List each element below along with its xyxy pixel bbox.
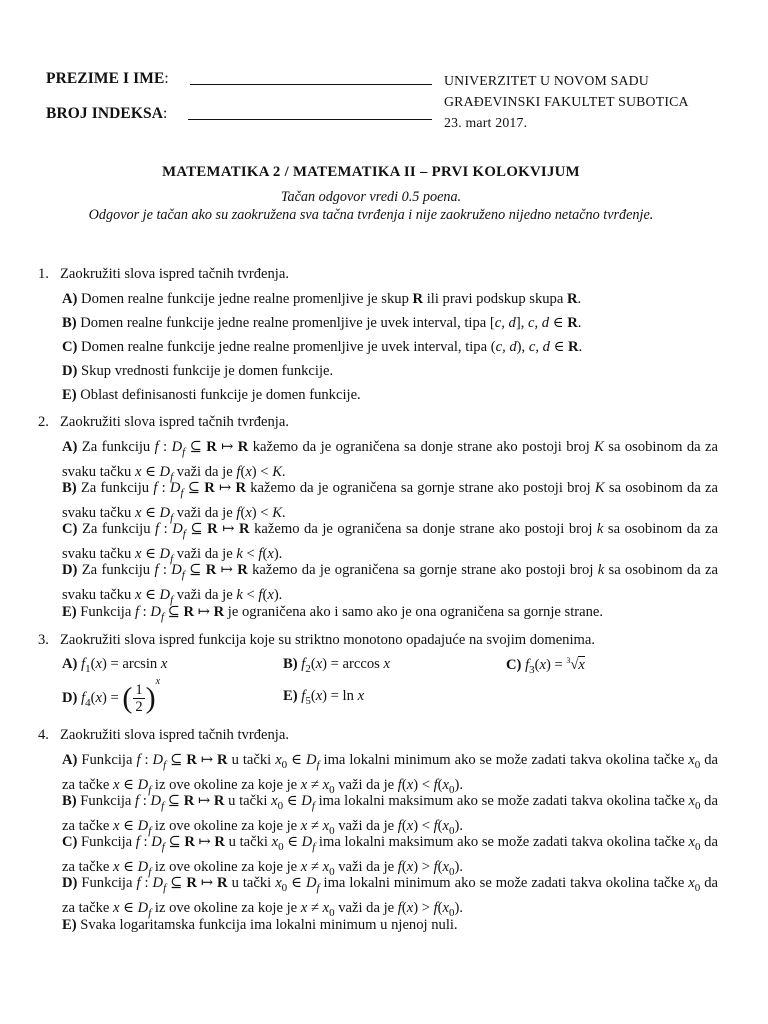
- option-2b[interactable]: B) Za funkciju f : $D_f$ ⊆ R ↦ R kažemo da je ograničena sa gornje strane ako postoji broj K sa osobinom da za svaku tačku x ∈ $D_f$ važi da je f(x) < K.: [62, 480, 718, 524]
- name-field-row: [46, 70, 169, 88]
- option-3c[interactable]: C) $f_3(x) = ^3√x$: [506, 656, 585, 676]
- question-text: Zaokružiti slova ispred tačnih tvrđenja.: [60, 414, 289, 430]
- institution-block: [444, 70, 689, 133]
- question-text: Zaokružiti slova ispred tačnih tvrđenja.: [60, 727, 289, 743]
- option-4e[interactable]: E) Svaka logaritamska funkcija ima lokalni minimum u njenoj nuli.: [62, 917, 458, 933]
- question-text: Zaokružiti slova ispred tačnih tvrđenja.: [60, 266, 289, 282]
- index-colon: :: [163, 105, 168, 122]
- question-3-heading: [38, 632, 595, 649]
- name-label: PREZIME I IME: [46, 70, 165, 87]
- option-4b[interactable]: B) Funkcija f : $D_f$ ⊆ R ↦ R u tački $x_0$ ∈ $D_f$ ima lokalni maksimum ako se može zadati takva okolina tačke $x_0$ da za tačke x ∈ $D_f$ iz ove okoline za koje je $x \ne x_0$ važi da je $f(x) < f(x_0)$.: [62, 793, 718, 837]
- option-4c[interactable]: C) Funkcija f : $D_f$ ⊆ R ↦ R u tački $x_0$ ∈ $D_f$ ima lokalni maksimum ako se može zadati takva okolina tačke $x_0$ da za tačke x ∈ $D_f$ iz ove okoline za koje je $x \ne x_0$ važi da je $f(x) > f(x_0)$.: [62, 834, 718, 878]
- name-write-line[interactable]: [190, 84, 432, 85]
- option-2a[interactable]: A) Za funkciju f : $D_f$ ⊆ R ↦ R kažemo da je ograničena sa donje strane ako postoji broj K sa osobinom da za svaku tačku x ∈ $D_f$ važi da je f(x) < K.: [62, 439, 718, 483]
- option-4d[interactable]: D) Funkcija f : $D_f$ ⊆ R ↦ R u tački $x_0$ ∈ $D_f$ ima lokalni minimum ako se može zadati takva okolina tačke $x_0$ da za tačke x ∈ $D_f$ iz ove okoline za koje je $x \ne x_0$ važi da je $f(x) > f(x_0)$.: [62, 875, 719, 919]
- option-3a[interactable]: A) $f_1(x) = \arcsin x$: [62, 656, 168, 675]
- name-colon: :: [164, 70, 169, 87]
- option-3b[interactable]: B) $f_2(x) = \arccos x$: [283, 656, 390, 675]
- index-write-line[interactable]: [188, 119, 432, 120]
- option-2e[interactable]: E) Funkcija f : $D_f$ ⊆ R ↦ R je ograničena ako i samo ako je ona ograničena sa gornje strane.: [62, 604, 604, 623]
- question-1-heading: [38, 266, 289, 283]
- university-name: UNIVERZITET U NOVOM SADU: [444, 73, 649, 88]
- question-number: 2.: [38, 414, 49, 430]
- option-2d[interactable]: D) Za funkciju f : $D_f$ ⊆ R ↦ R kažemo da je ograničena sa gornje strane ako postoji broj k sa osobinom da za svaku tačku x ∈ $D_f$ važi da je k < f(x).: [62, 562, 718, 606]
- question-4-heading: [38, 727, 289, 744]
- question-number: 1.: [38, 266, 49, 282]
- exam-date: 23. mart 2017.: [444, 115, 528, 130]
- option-1b[interactable]: B) Domen realne funkcije jedne realne promenljive je uvek interval, tipa [c, d], c, d ∈ R.: [62, 315, 582, 331]
- question-number: 3.: [38, 632, 49, 648]
- option-1a[interactable]: A) Domen realne funkcije jedne realne promenljive je skup R ili pravi podskup skupa R.: [62, 291, 582, 307]
- option-2c[interactable]: C) Za funkciju f : $D_f$ ⊆ R ↦ R kažemo da je ograničena sa donje strane ako postoji broj k sa osobinom da za svaku tačku x ∈ $D_f$ važi da je k < f(x).: [62, 521, 718, 565]
- question-text: Zaokružiti slova ispred funkcija koje su striktno monotono opadajuće na svojim domenima.: [60, 632, 595, 648]
- question-number: 4.: [38, 727, 49, 743]
- index-label: BROJ INDEKSA: [46, 105, 164, 122]
- option-1e[interactable]: E) Oblast definisanosti funkcije je domen funkcije.: [62, 387, 361, 403]
- option-4a[interactable]: A) Funkcija f : $D_f$ ⊆ R ↦ R u tački $x_0$ ∈ $D_f$ ima lokalni minimum ako se može zadati takva okolina tačke $x_0$ da za tačke x ∈ $D_f$ iz ove okoline za koje je $x \ne x_0$ važi da je $f(x) < f(x_0)$.: [62, 752, 719, 796]
- option-3e[interactable]: E) $f_5(x) = \ln x$: [283, 688, 365, 707]
- option-3d[interactable]: D) $f_4(x)$ = ( $\frac{1}{2}$ )$^x$: [62, 676, 161, 716]
- answer-rule-note: Odgovor je tačan ako su zaokružena sva tačna tvrđenja i nije zaokruženo nijedno netačno tvrđenje.: [88, 207, 654, 223]
- option-1c[interactable]: C) Domen realne funkcije jedne realne promenljive je uvek interval, tipa (c, d), c, d ∈ R.: [62, 339, 583, 355]
- question-2-heading: [38, 414, 289, 431]
- exam-title: MATEMATIKA 2 / MATEMATIKA II – PRVI KOLOKVIJUM: [162, 164, 580, 180]
- option-1d[interactable]: D) Skup vrednosti funkcije je domen funkcije.: [62, 363, 334, 379]
- faculty-name: GRAĐEVINSKI FAKULTET SUBOTICA: [444, 94, 689, 109]
- points-note: Tačan odgovor vredi 0.5 poena.: [280, 189, 462, 205]
- index-field-row: [46, 105, 167, 123]
